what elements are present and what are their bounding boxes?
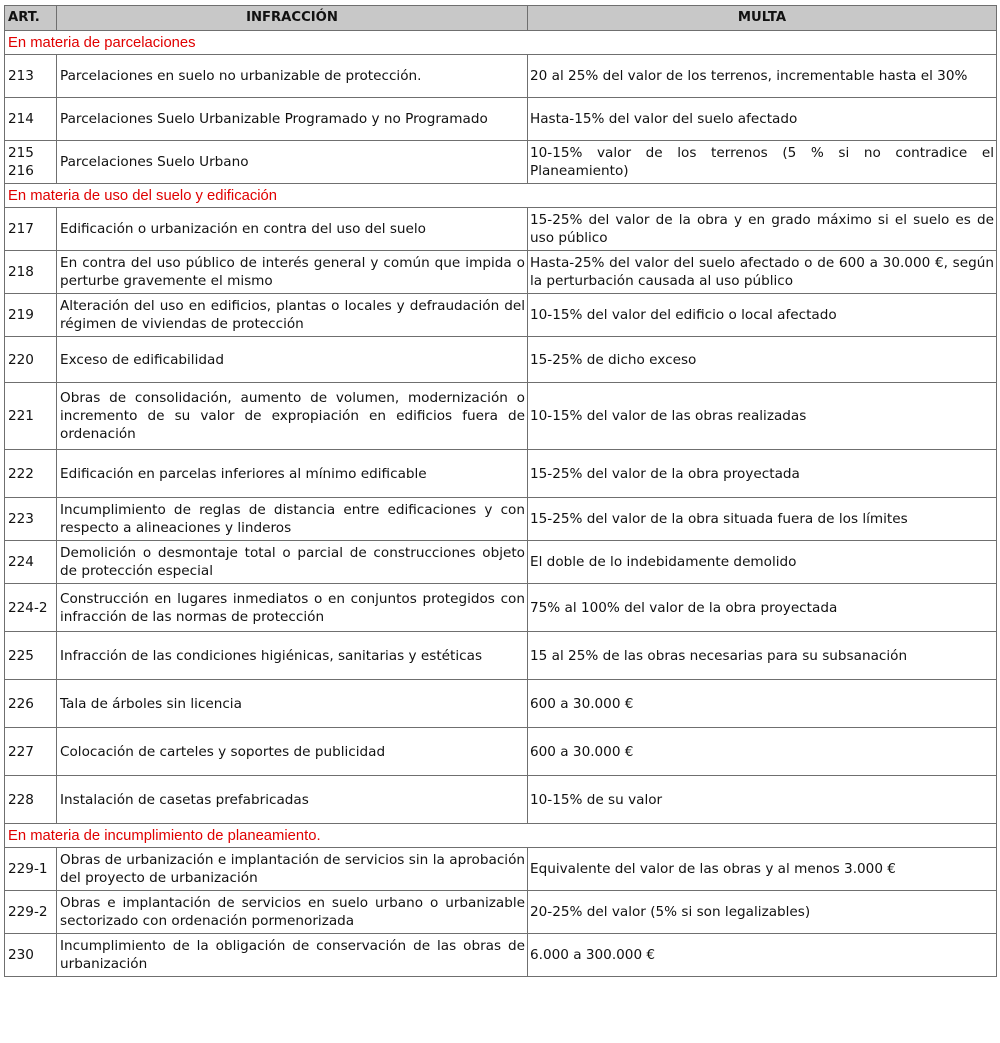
art-line: 216 [8, 163, 34, 179]
infraccion-cell: Exceso de edificabilidad [57, 337, 528, 383]
header-art: ART. [5, 6, 57, 31]
multa-cell: Hasta-25% del valor del suelo afectado o de 600 a 30.000 €, según la perturbación causada al uso público [528, 251, 997, 294]
multa-cell: 15-25% del valor de la obra proyectada [528, 450, 997, 498]
table-row [5, 632, 997, 680]
art-cell: 229-1 [5, 848, 57, 891]
header-multa: MULTA [528, 6, 997, 31]
infraccion-cell: Obras e implantación de servicios en suelo urbano o urbanizable sectorizado con ordenación pormenorizada [57, 891, 528, 934]
infraccion-cell: Edificación en parcelas inferiores al mínimo edificable [57, 450, 528, 498]
multa-cell: El doble de lo indebidamente demolido [528, 541, 997, 584]
art-cell: 230 [5, 934, 57, 977]
infraccion-cell: Obras de consolidación, aumento de volumen, modernización o incremento de su valor de expropiación en edificios fuera de ordenación [57, 383, 528, 450]
section-planeamiento: En materia de incumplimiento de planeamiento. [5, 824, 997, 848]
table-row [5, 55, 997, 98]
multa-cell: 600 a 30.000 € [528, 728, 997, 776]
art-cell: 223 [5, 498, 57, 541]
table-row [5, 98, 997, 141]
section-row [5, 184, 997, 208]
multa-cell: 600 a 30.000 € [528, 680, 997, 728]
art-cell: 214 [5, 98, 57, 141]
infraccion-cell: Colocación de carteles y soportes de publicidad [57, 728, 528, 776]
table-row [5, 450, 997, 498]
multa-cell: 10-15% del valor del edificio o local afectado [528, 294, 997, 337]
infraccion-cell: Incumplimiento de la obligación de conservación de las obras de urbanización [57, 934, 528, 977]
multa-cell: 6.000 a 300.000 € [528, 934, 997, 977]
section-uso-suelo: En materia de uso del suelo y edificación [5, 184, 997, 208]
infraccion-cell: Instalación de casetas prefabricadas [57, 776, 528, 824]
table-row [5, 498, 997, 541]
multa-cell: 10-15% de su valor [528, 776, 997, 824]
table-row [5, 294, 997, 337]
infraccion-cell: Incumplimiento de reglas de distancia entre edificaciones y con respecto a alineaciones y linderos [57, 498, 528, 541]
table-row [5, 891, 997, 934]
infraccion-cell: Parcelaciones Suelo Urbano [57, 141, 528, 184]
multa-cell: 75% al 100% del valor de la obra proyectada [528, 584, 997, 632]
table-row [5, 208, 997, 251]
art-cell: 227 [5, 728, 57, 776]
multa-cell: 10-15% del valor de las obras realizadas [528, 383, 997, 450]
multa-cell: Hasta-15% del valor del suelo afectado [528, 98, 997, 141]
infraccion-cell: Edificación o urbanización en contra del uso del suelo [57, 208, 528, 251]
infraccion-cell: Alteración del uso en edificios, plantas o locales y defraudación del régimen de viviendas de protección [57, 294, 528, 337]
art-cell: 229-2 [5, 891, 57, 934]
art-cell: 217 [5, 208, 57, 251]
table-row [5, 337, 997, 383]
fines-table [4, 5, 997, 977]
art-cell: 213 [5, 55, 57, 98]
multa-cell: 15 al 25% de las obras necesarias para su subsanación [528, 632, 997, 680]
art-cell: 219 [5, 294, 57, 337]
art-cell: 226 [5, 680, 57, 728]
multa-cell: Equivalente del valor de las obras y al menos 3.000 € [528, 848, 997, 891]
section-row [5, 31, 997, 55]
art-cell: 221 [5, 383, 57, 450]
infraccion-cell: Parcelaciones en suelo no urbanizable de protección. [57, 55, 528, 98]
section-row [5, 824, 997, 848]
art-cell: 222 [5, 450, 57, 498]
section-parcelaciones: En materia de parcelaciones [5, 31, 997, 55]
header-row [5, 6, 997, 31]
table-row [5, 776, 997, 824]
multa-cell: 15-25% del valor de la obra y en grado máximo si el suelo es de uso público [528, 208, 997, 251]
multa-cell: 15-25% de dicho exceso [528, 337, 997, 383]
art-cell: 220 [5, 337, 57, 383]
table-row [5, 680, 997, 728]
multa-cell: 10-15% valor de los terrenos (5 % si no contradice el Planeamiento) [528, 141, 997, 184]
multa-cell: 20 al 25% del valor de los terrenos, incrementable hasta el 30% [528, 55, 997, 98]
art-cell: 225 [5, 632, 57, 680]
infraccion-cell: Infracción de las condiciones higiénicas, sanitarias y estéticas [57, 632, 528, 680]
infraccion-cell: Parcelaciones Suelo Urbanizable Programado y no Programado [57, 98, 528, 141]
infraccion-cell: Tala de árboles sin licencia [57, 680, 528, 728]
art-cell: 218 [5, 251, 57, 294]
header-infraccion: INFRACCIÓN [57, 6, 528, 31]
art-cell: 224 [5, 541, 57, 584]
multa-cell: 15-25% del valor de la obra situada fuera de los límites [528, 498, 997, 541]
infraccion-cell: Construcción en lugares inmediatos o en conjuntos protegidos con infracción de las normas de protección [57, 584, 528, 632]
infraccion-cell: Obras de urbanización e implantación de servicios sin la aprobación del proyecto de urbanización [57, 848, 528, 891]
table-row [5, 141, 997, 184]
table-row [5, 383, 997, 450]
art-cell: 224-2 [5, 584, 57, 632]
table-row [5, 584, 997, 632]
art-line: 215 [8, 145, 34, 161]
art-cell: 228 [5, 776, 57, 824]
art-cell [5, 141, 57, 184]
infraccion-cell: En contra del uso público de interés general y común que impida o perturbe gravemente el mismo [57, 251, 528, 294]
table-row [5, 934, 997, 977]
table-row [5, 728, 997, 776]
table-row [5, 541, 997, 584]
table-row [5, 848, 997, 891]
infraccion-cell: Demolición o desmontaje total o parcial de construcciones objeto de protección especial [57, 541, 528, 584]
multa-cell: 20-25% del valor (5% si son legalizables) [528, 891, 997, 934]
table-row [5, 251, 997, 294]
